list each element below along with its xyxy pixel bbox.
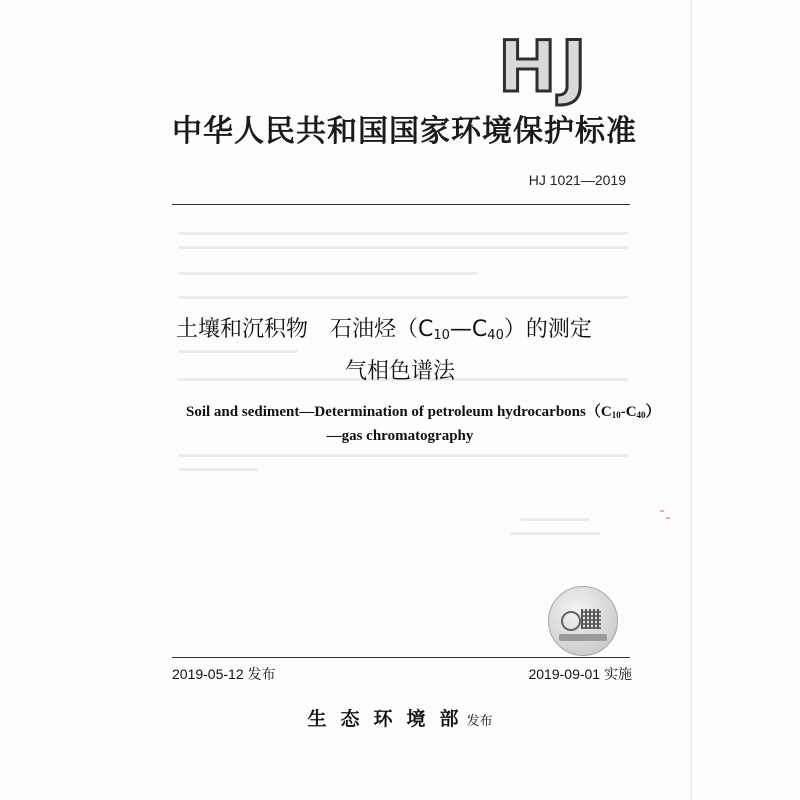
issuer-suffix: 发布 [466,714,493,729]
bleed-through-line [178,296,628,299]
org-title: 中华人民共和国国家环境保护标准 [172,114,637,149]
title-chinese-line1: 土壤和沉积物 石油烃$(C_{10}—C_{40})$的测定 [176,317,592,343]
seal-band [559,634,607,641]
hj-logo: HJ [498,26,591,108]
title-english-line1: Soil and sediment—Determination of petroleum $hydrocarbons(C_{10}-C_{40})$ [186,404,661,420]
page-edge [691,0,692,800]
print-speck [660,510,664,512]
title-english-line2: —gas chromatography [326,428,474,444]
bleed-through-line [178,232,628,235]
title-chinese-line2: 气相色谱法 [344,359,455,384]
bleed-through-line [178,454,628,457]
top-divider [172,204,630,205]
bleed-through-line [520,518,590,521]
bleed-through-line [178,468,258,471]
anti-counterfeit-seal [548,586,618,656]
bleed-through-line [178,272,478,275]
implementation-date: 2019-09-01 实施 [528,666,632,682]
issue-date: 2019-05-12 发布 [172,666,276,682]
issuer-name: 生态环境部 [307,708,473,730]
qr-code-icon [581,609,601,629]
emblem-icon [561,611,581,631]
issuer [0,704,800,731]
bleed-through-line [510,532,600,535]
bleed-through-line [178,246,628,249]
print-speck [666,517,670,519]
bottom-divider [172,657,630,658]
standard-number: HJ 1021—2019 [528,172,626,188]
bleed-through-line [178,350,298,353]
